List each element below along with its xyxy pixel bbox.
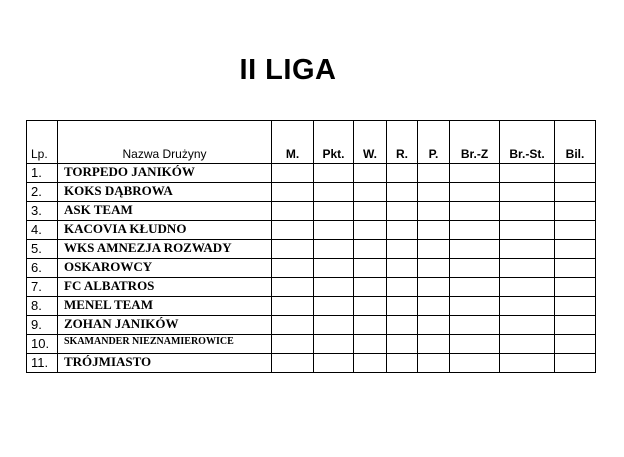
team-name: FC ALBATROS [58, 278, 272, 297]
cell-losses [418, 221, 450, 240]
row-number: 11. [27, 354, 58, 373]
cell-goals-scored [450, 183, 500, 202]
cell-matches [272, 259, 314, 278]
cell-matches [272, 354, 314, 373]
cell-goals-scored [450, 240, 500, 259]
page-title: II LIGA [239, 54, 337, 86]
cell-goals-scored [450, 278, 500, 297]
cell-draws [387, 354, 418, 373]
standings-table [26, 120, 596, 373]
header-goal-balance: Bil. [555, 121, 596, 164]
cell-matches [272, 335, 314, 354]
cell-goals-conceded [500, 221, 555, 240]
cell-goal-balance [555, 202, 596, 221]
header-matches: M. [272, 121, 314, 164]
cell-goal-balance [555, 164, 596, 183]
cell-goals-conceded [500, 278, 555, 297]
table-row [27, 297, 596, 316]
cell-goal-balance [555, 259, 596, 278]
row-number: 10. [27, 335, 58, 354]
cell-wins [354, 259, 387, 278]
cell-losses [418, 164, 450, 183]
table-row [27, 335, 596, 354]
team-name: TORPEDO JANIKÓW [58, 164, 272, 183]
row-number: 9. [27, 316, 58, 335]
cell-matches [272, 316, 314, 335]
cell-losses [418, 354, 450, 373]
cell-wins [354, 297, 387, 316]
cell-goals-scored [450, 202, 500, 221]
table-row [27, 240, 596, 259]
cell-goal-balance [555, 354, 596, 373]
table-row [27, 183, 596, 202]
cell-draws [387, 164, 418, 183]
table-row [27, 164, 596, 183]
cell-draws [387, 316, 418, 335]
header-goals-scored: Br.-Z [450, 121, 500, 164]
row-number: 3. [27, 202, 58, 221]
cell-points [314, 354, 354, 373]
team-name: WKS AMNEZJA ROZWADY [58, 240, 272, 259]
cell-wins [354, 202, 387, 221]
team-name: SKAMANDER NIEZNAMIEROWICE [58, 335, 272, 354]
cell-goals-scored [450, 221, 500, 240]
header-team-name: Nazwa Drużyny [58, 121, 272, 164]
row-number: 4. [27, 221, 58, 240]
cell-points [314, 335, 354, 354]
cell-wins [354, 240, 387, 259]
cell-points [314, 240, 354, 259]
cell-matches [272, 164, 314, 183]
cell-wins [354, 354, 387, 373]
cell-wins [354, 316, 387, 335]
cell-points [314, 278, 354, 297]
cell-goals-scored [450, 335, 500, 354]
cell-draws [387, 297, 418, 316]
cell-goals-scored [450, 259, 500, 278]
cell-matches [272, 297, 314, 316]
row-number: 6. [27, 259, 58, 278]
cell-losses [418, 278, 450, 297]
row-number: 1. [27, 164, 58, 183]
cell-draws [387, 278, 418, 297]
cell-losses [418, 183, 450, 202]
cell-losses [418, 202, 450, 221]
row-number: 7. [27, 278, 58, 297]
cell-draws [387, 335, 418, 354]
cell-goal-balance [555, 240, 596, 259]
cell-goals-conceded [500, 335, 555, 354]
cell-matches [272, 221, 314, 240]
cell-goals-conceded [500, 297, 555, 316]
cell-losses [418, 297, 450, 316]
cell-goals-scored [450, 297, 500, 316]
row-number: 8. [27, 297, 58, 316]
cell-points [314, 221, 354, 240]
cell-matches [272, 183, 314, 202]
cell-goals-scored [450, 164, 500, 183]
cell-matches [272, 202, 314, 221]
cell-draws [387, 183, 418, 202]
cell-goals-scored [450, 316, 500, 335]
team-name: MENEL TEAM [58, 297, 272, 316]
team-name: TRÓJMIASTO [58, 354, 272, 373]
header-row [27, 121, 596, 164]
cell-goals-conceded [500, 164, 555, 183]
table-row [27, 202, 596, 221]
cell-goal-balance [555, 316, 596, 335]
cell-wins [354, 183, 387, 202]
team-name: KACOVIA KŁUDNO [58, 221, 272, 240]
cell-goal-balance [555, 221, 596, 240]
table-row [27, 221, 596, 240]
cell-losses [418, 259, 450, 278]
cell-wins [354, 335, 387, 354]
header-wins: W. [354, 121, 387, 164]
cell-losses [418, 316, 450, 335]
table-row [27, 278, 596, 297]
cell-points [314, 164, 354, 183]
cell-goal-balance [555, 335, 596, 354]
row-number: 5. [27, 240, 58, 259]
header-draws: R. [387, 121, 418, 164]
table-row [27, 316, 596, 335]
table-row [27, 354, 596, 373]
team-name: ASK TEAM [58, 202, 272, 221]
row-number: 2. [27, 183, 58, 202]
cell-wins [354, 278, 387, 297]
cell-matches [272, 278, 314, 297]
cell-losses [418, 335, 450, 354]
cell-goals-conceded [500, 202, 555, 221]
cell-draws [387, 259, 418, 278]
cell-goals-conceded [500, 259, 555, 278]
cell-matches [272, 240, 314, 259]
header-lp: Lp. [27, 121, 58, 164]
cell-points [314, 259, 354, 278]
cell-goals-conceded [500, 316, 555, 335]
header-points: Pkt. [314, 121, 354, 164]
cell-wins [354, 164, 387, 183]
cell-goal-balance [555, 278, 596, 297]
table-row [27, 259, 596, 278]
cell-goal-balance [555, 183, 596, 202]
team-name: KOKS DĄBROWA [58, 183, 272, 202]
cell-wins [354, 221, 387, 240]
cell-points [314, 202, 354, 221]
cell-goal-balance [555, 297, 596, 316]
cell-draws [387, 221, 418, 240]
cell-points [314, 297, 354, 316]
cell-goals-conceded [500, 354, 555, 373]
cell-goals-scored [450, 354, 500, 373]
cell-points [314, 183, 354, 202]
cell-draws [387, 240, 418, 259]
team-name: ZOHAN JANIKÓW [58, 316, 272, 335]
cell-losses [418, 240, 450, 259]
team-name: OSKAROWCY [58, 259, 272, 278]
cell-goals-conceded [500, 183, 555, 202]
cell-goals-conceded [500, 240, 555, 259]
header-goals-conceded: Br.-St. [500, 121, 555, 164]
header-losses: P. [418, 121, 450, 164]
cell-points [314, 316, 354, 335]
cell-draws [387, 202, 418, 221]
